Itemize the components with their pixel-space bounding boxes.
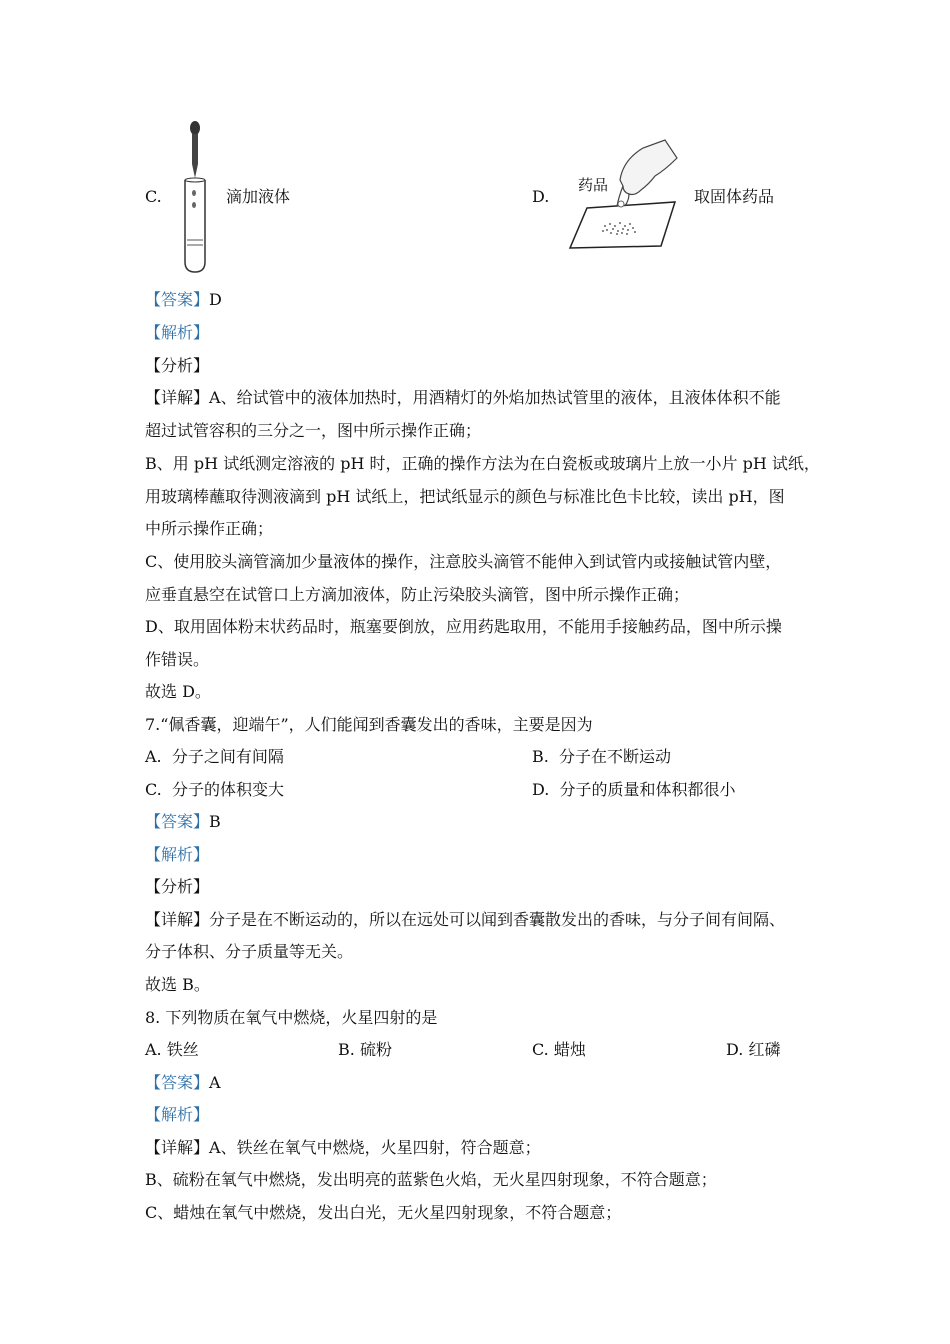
- q6-option-c-letter: C.: [145, 187, 162, 206]
- analysis-tag: 【解析】: [145, 845, 210, 864]
- q7-detail-line-1: 分子体积、分子质量等无关。: [145, 942, 354, 961]
- analysis-tag: 【解析】: [145, 1105, 210, 1124]
- q6-detail-line-2: B、用 pH 试纸测定溶液的 pH 时，正确的操作方法为在白瓷板或玻璃片上放一小片 pH 试纸，: [145, 454, 820, 473]
- q7-answer-line: [145, 811, 221, 833]
- q6-answer-line: [145, 289, 222, 311]
- q7-option-d: D. 分子的质量和体积都很小: [532, 780, 736, 799]
- q6-conclusion: 故选 D。: [145, 682, 211, 701]
- answer-value: B: [209, 812, 221, 831]
- q7-option-a: A. 分子之间有间隔: [145, 747, 284, 766]
- q7-option-c: C. 分子的体积变大: [145, 780, 284, 799]
- q7-detail-line-0: 【详解】分子是在不断运动的，所以在远处可以闻到香囊散发出的香味，与分子间有间隔、: [145, 910, 786, 929]
- q8-option-b: B. 硫粉: [338, 1040, 392, 1059]
- answer-value: A: [209, 1073, 221, 1092]
- q8-answer-line: [145, 1072, 221, 1094]
- dropper-test-tube-figure: [180, 120, 210, 275]
- answer-tag: 【答案】: [145, 290, 210, 309]
- q8-option-c: C. 蜡烛: [532, 1040, 586, 1059]
- detail-tag: 【详解】: [145, 1138, 210, 1157]
- q6-detail-line-1: 超过试管容积的三分之一，图中所示操作正确；: [145, 421, 482, 440]
- q7-option-b: B. 分子在不断运动: [532, 747, 672, 766]
- detail-tag: 【详解】: [145, 910, 210, 929]
- q8-detail-line-0: 【详解】A、铁丝在氧气中燃烧，火星四射，符合题意；: [145, 1138, 541, 1157]
- answer-value: D: [209, 290, 222, 309]
- q8-detail-line-1: B、硫粉在氧气中燃烧，发出明亮的蓝紫色火焰，无火星四射现象，不符合题意；: [145, 1170, 717, 1189]
- figure-label-reagent: 药品: [578, 176, 609, 194]
- q6-detail-line-6: 应垂直悬空在试管口上方滴加液体，防止污染胶头滴管，图中所示操作正确；: [145, 585, 690, 604]
- q7-stem: 7.“佩香囊，迎端午”，人们能闻到香囊发出的香味，主要是因为: [145, 715, 593, 734]
- q7-conclusion: 故选 B。: [145, 975, 210, 994]
- q8-option-d: D. 红磷: [726, 1040, 781, 1059]
- fenxi-tag: 【分析】: [145, 356, 210, 375]
- fenxi-tag: 【分析】: [145, 877, 210, 896]
- q8-detail-line-2: C、蜡烛在氧气中燃烧，发出白光，无火星四射现象，不符合题意；: [145, 1203, 622, 1222]
- q8-option-a: A. 铁丝: [145, 1040, 199, 1059]
- q8-stem: 8. 下列物质在氧气中燃烧，火星四射的是: [145, 1008, 438, 1027]
- answer-tag: 【答案】: [145, 1073, 210, 1092]
- q6-option-c-text: 滴加液体: [226, 187, 291, 206]
- q6-detail-line-5: C、使用胶头滴管滴加少量液体的操作，注意胶头滴管不能伸入到试管内或接触试管内壁，: [145, 552, 782, 571]
- q6-detail-line-7: D、取用固体粉末状药品时，瓶塞要倒放，应用药匙取用，不能用手接触药品，图中所示操: [145, 617, 782, 636]
- q6-detail-line-0: 【详解】A、给试管中的液体加热时，用酒精灯的外焰加热试管里的液体，且液体体积不能: [145, 388, 781, 407]
- q6-detail-line-3: 用玻璃棒蘸取待测液滴到 pH 试纸上，把试纸显示的颜色与标准比色卡比较，读出 pH，图: [145, 487, 785, 506]
- q6-detail-line-4: 中所示操作正确；: [145, 519, 274, 538]
- detail-tag: 【详解】: [145, 388, 210, 407]
- answer-tag: 【答案】: [145, 812, 210, 831]
- analysis-tag: 【解析】: [145, 323, 210, 342]
- q6-option-d-letter: D.: [532, 187, 550, 206]
- q6-option-d-text: 取固体药品: [694, 187, 775, 206]
- q6-detail-line-8: 作错误。: [145, 650, 210, 669]
